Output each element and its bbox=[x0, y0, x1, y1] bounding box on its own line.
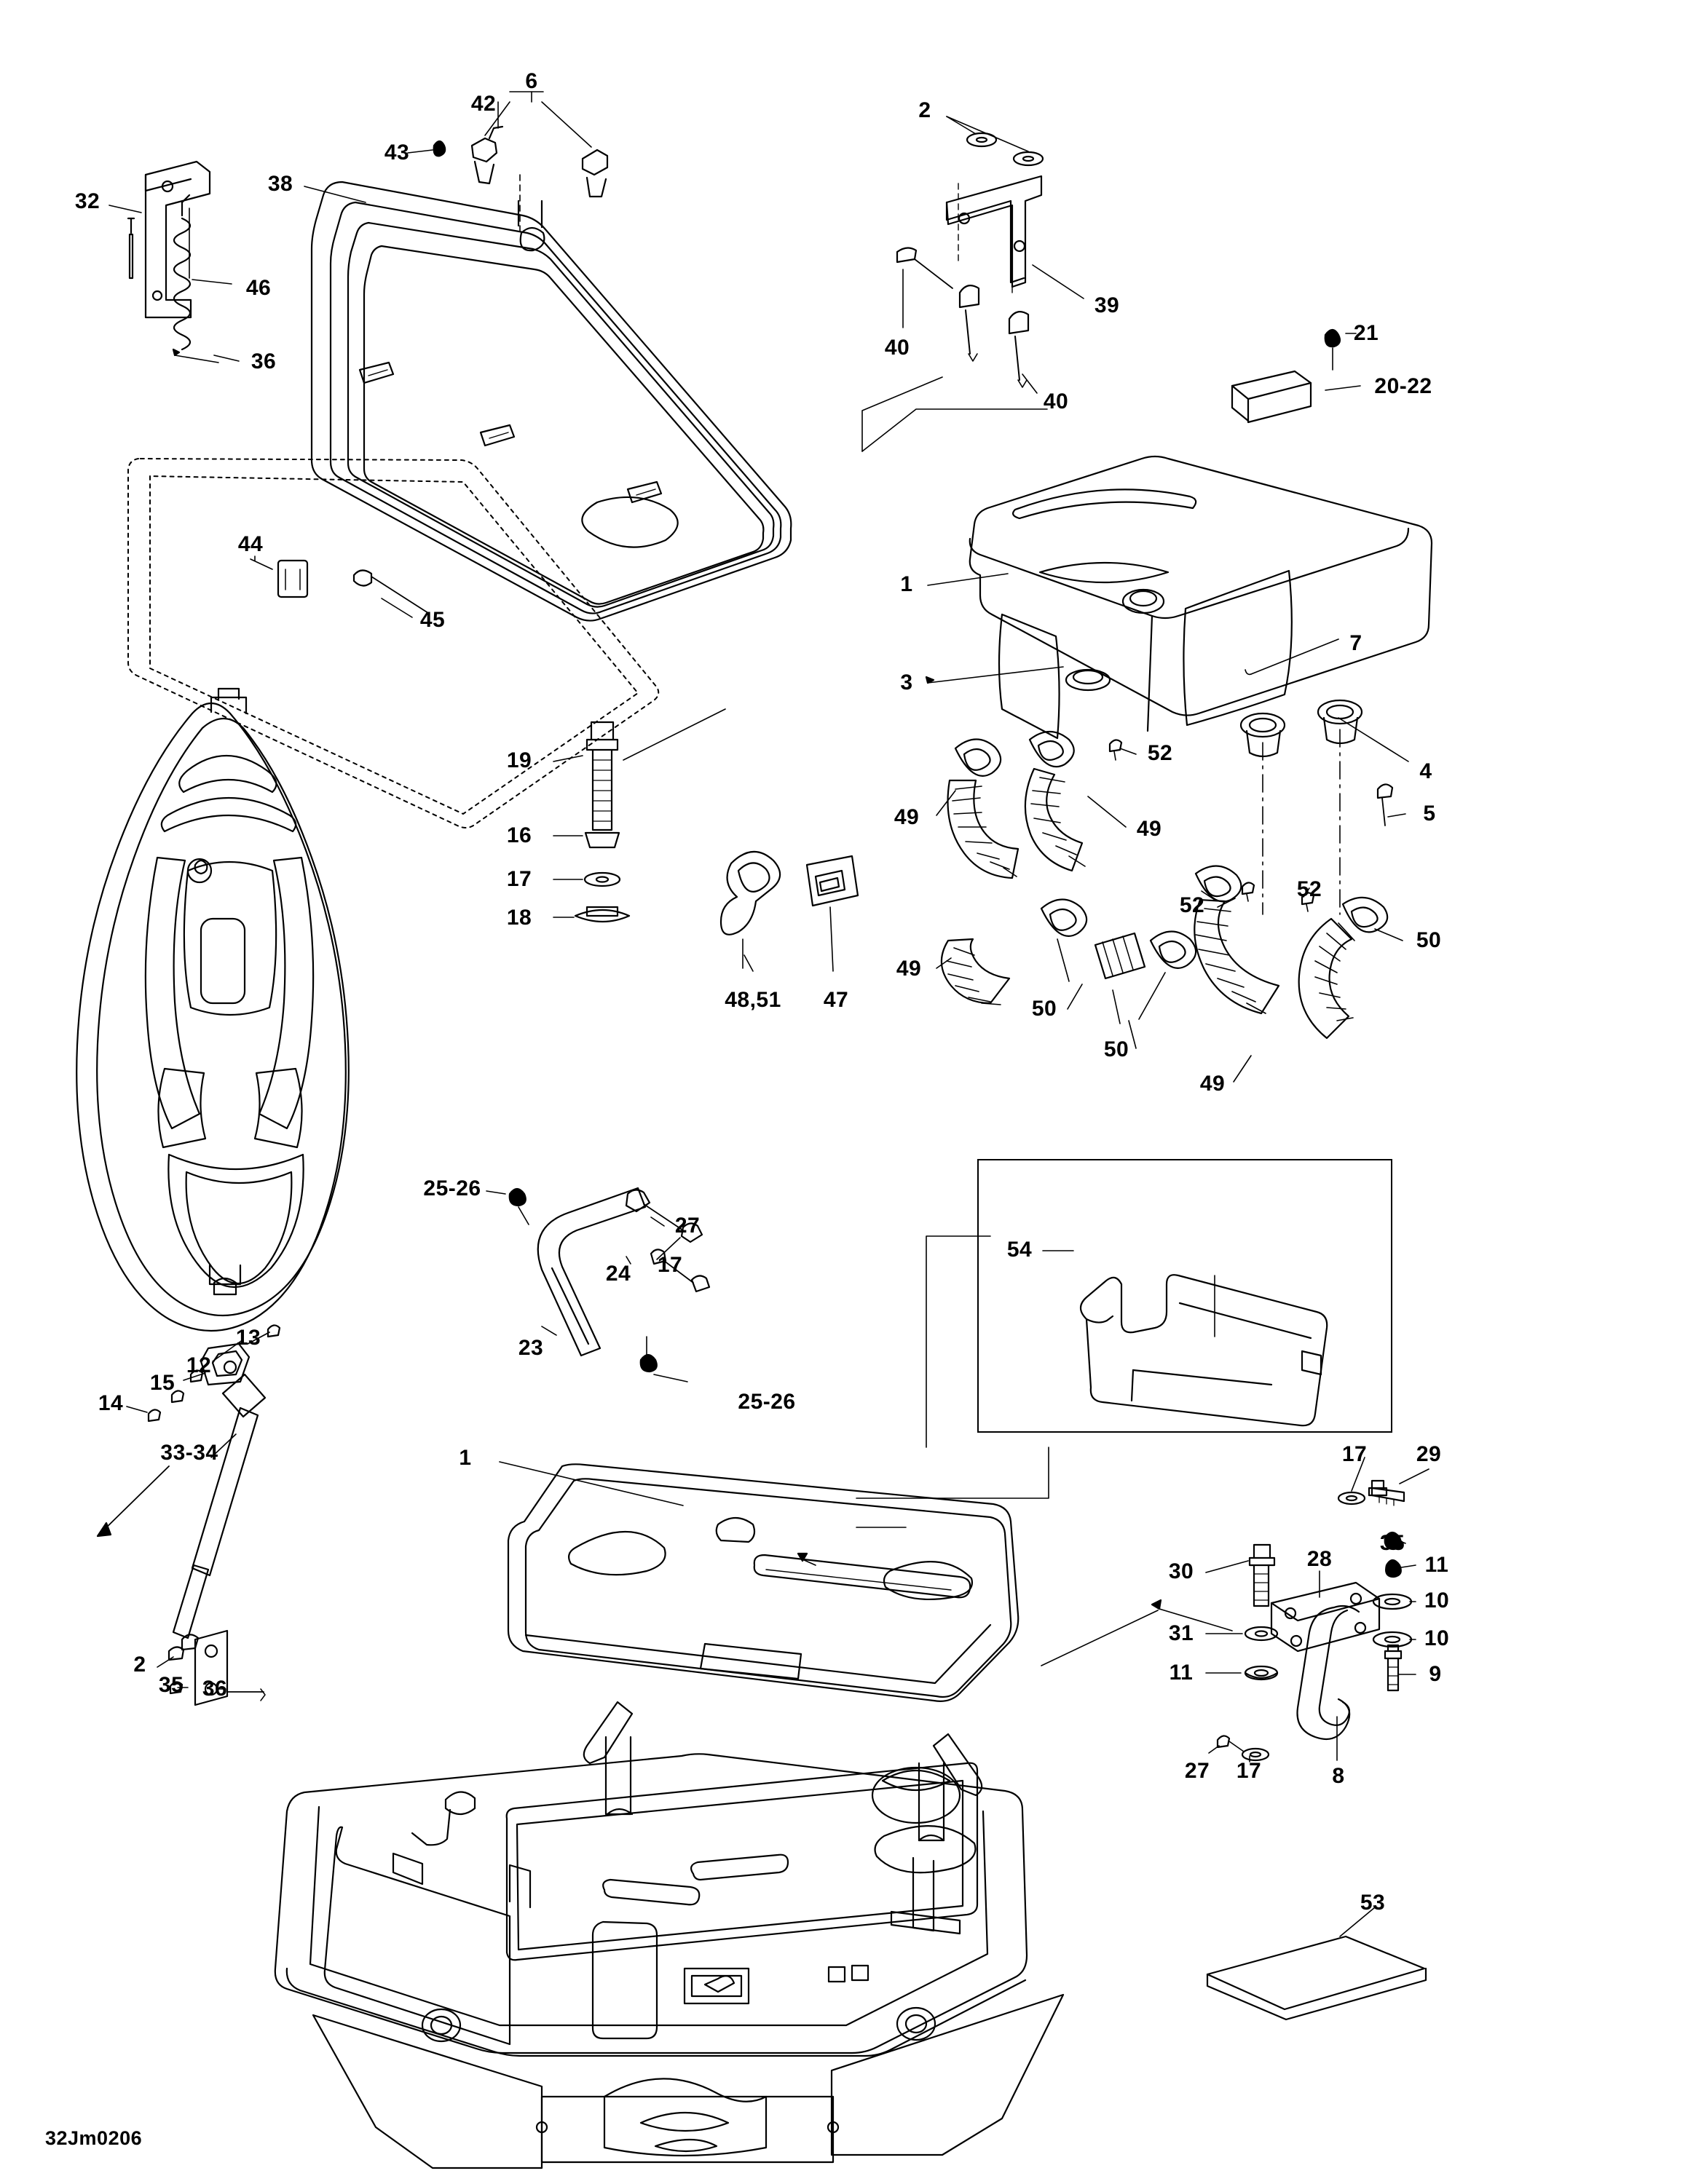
callout-40: 40 bbox=[1043, 389, 1069, 414]
part-clip-47 bbox=[807, 856, 858, 971]
figure-code: 32Jm0206 bbox=[45, 2127, 143, 2149]
part-hull-plan bbox=[76, 689, 349, 1331]
part-44-45 bbox=[251, 556, 428, 617]
part-strut-assembly bbox=[98, 1325, 280, 1705]
callout-17: 17 bbox=[1341, 1442, 1368, 1466]
callout-1: 1 bbox=[900, 572, 913, 596]
part-seat-1 bbox=[500, 1236, 1049, 1701]
callout-17: 17 bbox=[657, 1253, 683, 1277]
callout-46: 46 bbox=[245, 276, 272, 300]
callout-48-51: 48,51 bbox=[725, 988, 781, 1012]
callout-21: 21 bbox=[1353, 321, 1379, 345]
callout-42: 42 bbox=[470, 92, 497, 116]
callout-17: 17 bbox=[1236, 1759, 1262, 1783]
callout-30: 30 bbox=[1168, 1559, 1194, 1583]
callout-38: 38 bbox=[267, 172, 293, 196]
part-bolt-stack bbox=[553, 709, 725, 922]
part-bracket-32 bbox=[109, 162, 239, 363]
callout-53: 53 bbox=[1360, 1891, 1386, 1915]
inset-frame-54 bbox=[977, 1159, 1392, 1433]
callout-50: 50 bbox=[1416, 928, 1442, 952]
callout-50: 50 bbox=[1031, 997, 1057, 1021]
part-20-22 bbox=[1232, 330, 1360, 422]
callout-20-22: 20-22 bbox=[1374, 374, 1432, 398]
callout-19: 19 bbox=[506, 748, 532, 772]
callout-49: 49 bbox=[1136, 817, 1162, 841]
callout-9: 9 bbox=[1429, 1662, 1442, 1686]
callout-49: 49 bbox=[894, 805, 920, 829]
part-clamp-48-51 bbox=[721, 852, 780, 971]
callout-35: 35 bbox=[1379, 1531, 1405, 1555]
callout-45: 45 bbox=[419, 608, 446, 632]
callout-27: 27 bbox=[674, 1214, 701, 1238]
callout-17: 17 bbox=[506, 867, 532, 891]
callout-49: 49 bbox=[1199, 1072, 1226, 1096]
callout-25-26: 25-26 bbox=[423, 1176, 481, 1200]
callout-6: 6 bbox=[525, 69, 538, 93]
callout-40: 40 bbox=[884, 336, 910, 360]
callout-47: 47 bbox=[823, 988, 849, 1012]
callout-14: 14 bbox=[98, 1391, 124, 1415]
part-hoses bbox=[936, 732, 1403, 1082]
callout-33-34: 33-34 bbox=[160, 1441, 218, 1465]
callout-10: 10 bbox=[1424, 1588, 1450, 1613]
callout-43: 43 bbox=[384, 141, 410, 165]
callout-54: 54 bbox=[1006, 1238, 1033, 1262]
callout-49: 49 bbox=[896, 957, 922, 981]
part-53 bbox=[1207, 1907, 1426, 2019]
part-hull-body bbox=[275, 1702, 1063, 2168]
callout-18: 18 bbox=[506, 906, 532, 930]
callout-44: 44 bbox=[237, 532, 264, 556]
callout-52: 52 bbox=[1296, 877, 1322, 901]
callout-36: 36 bbox=[251, 349, 277, 373]
callout-52: 52 bbox=[1147, 741, 1173, 765]
callout-8: 8 bbox=[1332, 1764, 1345, 1788]
callout-10: 10 bbox=[1424, 1626, 1450, 1650]
callout-5: 5 bbox=[1423, 802, 1436, 826]
callout-16: 16 bbox=[506, 823, 532, 847]
callout-28: 28 bbox=[1306, 1547, 1333, 1571]
part-seal-outline bbox=[128, 459, 658, 828]
callout-35: 35 bbox=[158, 1673, 184, 1697]
callout-2: 2 bbox=[133, 1653, 146, 1677]
part-hardware-cluster bbox=[1041, 1457, 1429, 1762]
callout-36: 36 bbox=[202, 1677, 228, 1701]
callout-31: 31 bbox=[1168, 1621, 1194, 1645]
callout-29: 29 bbox=[1416, 1442, 1442, 1466]
callout-25-26: 25-26 bbox=[738, 1390, 796, 1414]
callout-2: 2 bbox=[918, 98, 931, 122]
callout-3: 3 bbox=[900, 670, 913, 695]
callout-13: 13 bbox=[235, 1326, 261, 1350]
callout-52: 52 bbox=[1179, 893, 1205, 917]
callout-50: 50 bbox=[1103, 1037, 1129, 1061]
callout-7: 7 bbox=[1349, 631, 1362, 655]
callout-11: 11 bbox=[1169, 1661, 1194, 1685]
callout-24: 24 bbox=[605, 1262, 631, 1286]
callout-39: 39 bbox=[1094, 293, 1120, 317]
callout-27: 27 bbox=[1184, 1759, 1210, 1783]
callout-32: 32 bbox=[74, 189, 100, 213]
callout-4: 4 bbox=[1419, 759, 1432, 783]
part-hood-38 bbox=[304, 92, 791, 621]
callout-1: 1 bbox=[459, 1446, 472, 1470]
callout-11: 11 bbox=[1424, 1553, 1449, 1577]
callout-12: 12 bbox=[186, 1353, 212, 1377]
callout-23: 23 bbox=[518, 1336, 544, 1360]
callout-15: 15 bbox=[149, 1371, 175, 1395]
